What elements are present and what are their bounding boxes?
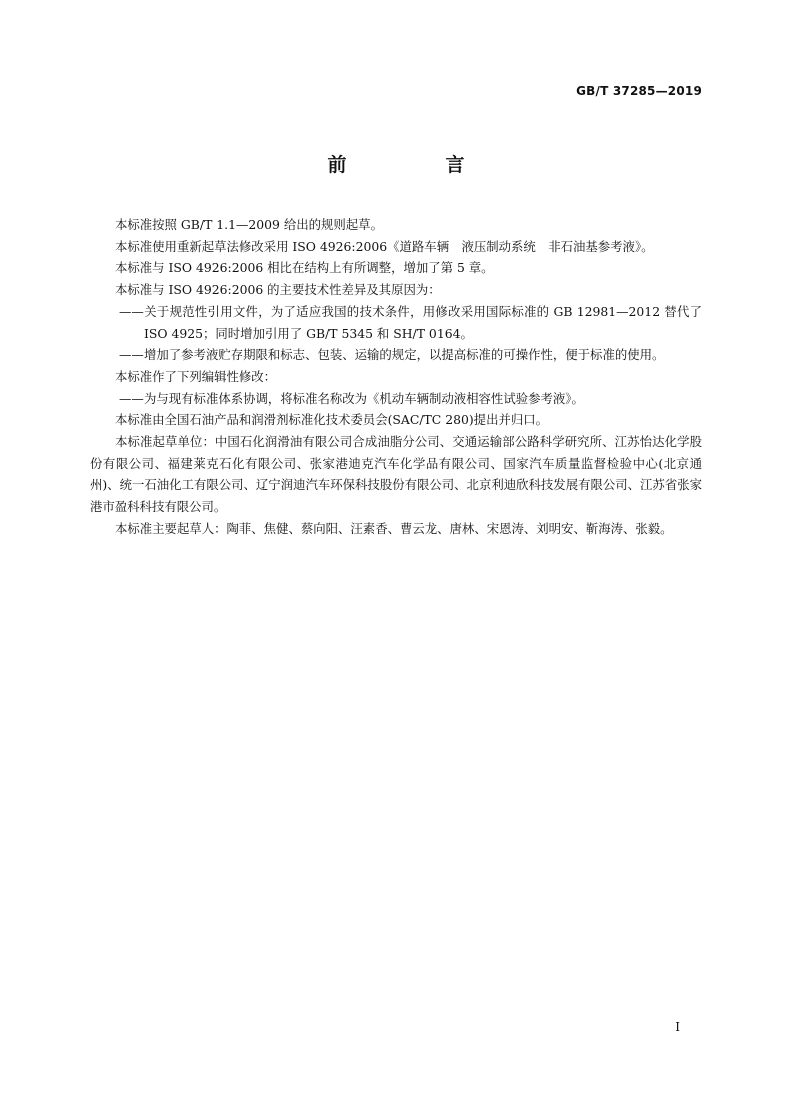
paragraph: 本标准作了下列编辑性修改： [115,368,277,384]
dash-item-text: 增加了参考液贮存期限和标志、包装、运输的规定，以提高标准的可操作性，便于标准的使用。 [144,347,665,363]
page-number: I [675,1020,680,1034]
dash-mark: —— [119,390,144,406]
paragraph: 本标准主要起草人：陶菲、焦健、蔡向阳、汪素香、曹云龙、唐林、宋恩涛、刘明安、靳海涛、张毅。 [115,520,673,536]
dash-mark: —— [119,347,144,363]
paragraph: 本标准使用重新起草法修改采用 ISO 4926:2006《道路车辆 液压制动系统 非石油基参考液》。 [115,238,654,254]
paragraph: 本标准与 ISO 4926:2006 的主要技术性差异及其原因为： [115,282,441,298]
dash-item [90,344,702,366]
paragraph: 本标准按照 GB/T 1.1—2009 给出的规则起草。 [115,217,383,232]
paragraph: 本标准由全国石油产品和润滑剂标准化技术委员会(SAC/TC 280)提出并归口。 [115,412,549,428]
standard-number: GB/T 37285—2019 [576,84,702,98]
dash-mark: —— [119,303,144,319]
dash-item-text: 关于规范性引用文件，为了适应我国的技术条件，用修改采用国际标准的 GB 12981—2012 替代了 ISO 4925；同时增加引用了 GB/T 5345 和 SH/T 0164。 [144,303,702,341]
dash-item-text: 为与现有标准体系协调，将标准名称改为《机动车辆制动液相容性试验参考液》。 [144,390,584,406]
page-title: 前 言 [327,154,505,176]
paragraph: 本标准与 ISO 4926:2006 相比在结构上有所调整，增加了第 5 章。 [115,260,494,276]
dash-item [90,301,702,344]
foreword-body [90,214,702,540]
paragraph: 本标准起草单位：中国石化润滑油有限公司合成油脂分公司、交通运输部公路科学研究所、江苏怡达化学股份有限公司、福建莱克石化有限公司、张家港迪克汽车化学品有限公司、国家汽车质量监督检验中心(北京通州)、统一石油化工有限公司、辽宁润迪汽车环保科技股份有限公司、北京利迪欣科技发展有限公司、江苏省张家港市盈科科技有限公司。 [90,434,702,515]
dash-item [90,388,702,410]
